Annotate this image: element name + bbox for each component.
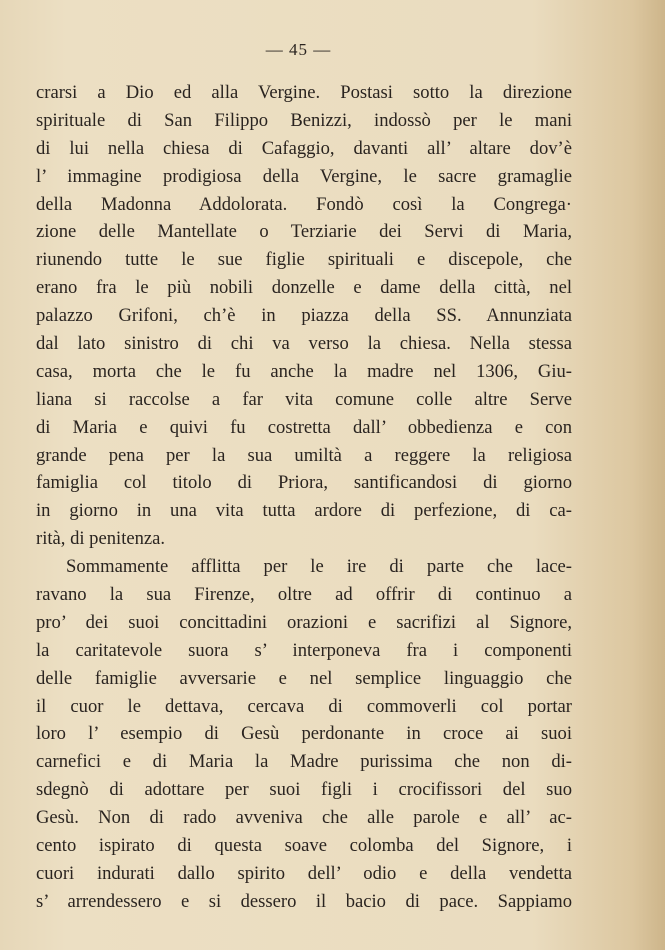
- text-line: rità, di penitenza.: [36, 528, 166, 550]
- text-line: di Maria e quivi fu costretta dall’ obbedienza e con: [36, 416, 572, 438]
- text-line: spirituale di San Filippo Benizzi, indossò per le mani: [36, 109, 572, 131]
- text-line: sdegnò di adottare per suoi figli i crocifissori del suo: [36, 779, 572, 801]
- text-line: palazzo Grifoni, ch’è in piazza della SS. Annunziata: [36, 305, 572, 327]
- text-line: crarsi a Dio ed alla Vergine. Postasi sotto la direzione: [36, 82, 572, 103]
- text-line: famiglia col titolo di Priora, santificandosi di giorno: [36, 472, 572, 494]
- text-line: grande pena per la sua umiltà a reggere la religiosa: [36, 444, 572, 466]
- text-line: di lui nella chiesa di Cafaggio, davanti all’ altare dov’è: [36, 137, 572, 159]
- paragraph: [36, 553, 572, 916]
- paragraph: [36, 79, 572, 553]
- text-line: delle famiglie avversarie e nel semplice linguaggio che: [36, 667, 572, 689]
- text-line: la caritatevole suora s’ interponeva fra i componenti: [36, 639, 572, 661]
- text-line: dal lato sinistro di chi va verso la chiesa. Nella stessa: [36, 333, 572, 355]
- text-line: ravano la sua Firenze, oltre ad offrir di continuo a: [36, 584, 572, 606]
- text-line: casa, morta che le fu anche la madre nel 1306, Giu-: [36, 360, 572, 382]
- text-line: loro l’ esempio di Gesù perdonante in croce ai suoi: [36, 723, 572, 745]
- text-line: zione delle Mantellate o Terziarie dei Servi di Maria,: [36, 221, 572, 243]
- text-line: riunendo tutte le sue figlie spirituali e discepole, che: [36, 249, 572, 271]
- text-line: s’ arrendessero e si dessero il bacio di pace. Sappiamo: [36, 890, 572, 912]
- body-text: [36, 79, 572, 916]
- text-line: cento ispirato di questa soave colomba del Signore, i: [36, 835, 572, 857]
- text-line: in giorno in una vita tutta ardore di perfezione, di ca-: [36, 500, 572, 522]
- text-line: della Madonna Addolorata. Fondò così la Congrega·: [36, 193, 572, 215]
- text-line: liana si raccolse a far vita comune colle altre Serve: [36, 388, 572, 410]
- text-line: erano fra le più nobili donzelle e dame della città, nel: [36, 277, 572, 299]
- text-line: Sommamente afflitta per le ire di parte che lace-: [66, 556, 572, 578]
- page-number: — 45 —: [265, 40, 332, 59]
- text-line: carnefici e di Maria la Madre purissima che non di-: [36, 751, 572, 773]
- text-line: l’ immagine prodigiosa della Vergine, le sacre gramaglie: [36, 165, 572, 187]
- text-line: il cuor le dettava, cercava di commoverli col portar: [36, 695, 572, 717]
- text-line: cuori indurati dallo spirito dell’ odio e della vendetta: [36, 862, 572, 884]
- text-line: Gesù. Non di rado avveniva che alle parole e all’ ac-: [36, 807, 572, 829]
- text-line: pro’ dei suoi concittadini orazioni e sacrifizi al Signore,: [36, 611, 572, 633]
